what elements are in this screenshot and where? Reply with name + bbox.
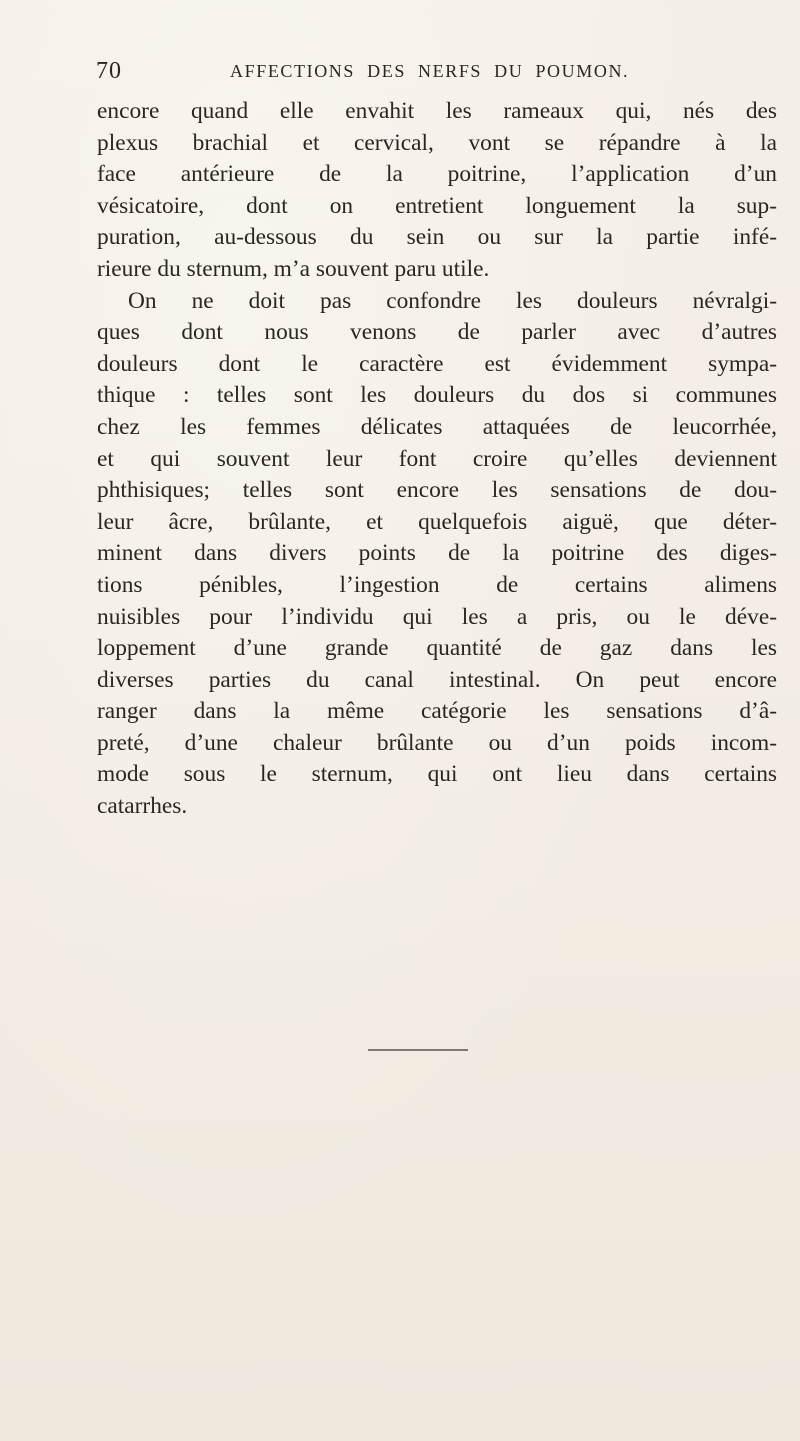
text-line: diverses parties du canal intestinal. On peut encore xyxy=(97,666,777,693)
text-line: tions pénibles, l’ingestion de certains alimens xyxy=(97,571,777,598)
text-line: ranger dans la même catégorie les sensations d’â- xyxy=(97,698,777,725)
text-line: ques dont nous venons de parler avec d’autres xyxy=(97,319,777,346)
text-line: thique : telles sont les douleurs du dos si communes xyxy=(97,382,777,409)
text-line: On ne doit pas confondre les douleurs névralgi- xyxy=(128,287,777,314)
page-header xyxy=(96,58,716,88)
text-line: rieure du sternum, m’a souvent paru utile. xyxy=(97,255,490,282)
text-line: mode sous le sternum, qui ont lieu dans certains xyxy=(97,761,777,788)
running-head: AFFECTIONS DES NERFS DU POUMON. xyxy=(230,61,630,81)
body-text xyxy=(97,96,777,823)
text-line: encore quand elle envahit les rameaux qui, nés des xyxy=(97,98,777,124)
section-divider xyxy=(368,1049,468,1051)
text-line: chez les femmes délicates attaquées de leucorrhée, xyxy=(97,413,777,440)
text-line: et qui souvent leur font croire qu’elles deviennent xyxy=(97,445,777,472)
text-line: preté, d’une chaleur brûlante ou d’un poids incom- xyxy=(97,729,777,756)
text-line: loppement d’une grande quantité de gaz dans les xyxy=(97,635,777,662)
text-line: puration, au-dessous du sein ou sur la partie infé- xyxy=(97,224,777,251)
text-line: nuisibles pour l’individu qui les a pris, ou le déve- xyxy=(97,603,777,630)
text-line: phthisiques; telles sont encore les sensations de dou- xyxy=(97,477,777,504)
text-line: leur âcre, brûlante, et quelquefois aiguë, que déter- xyxy=(97,508,777,535)
text-line: douleurs dont le caractère est évidemment sympa- xyxy=(97,350,777,377)
page-number: 70 xyxy=(96,58,122,84)
text-line: minent dans divers points de la poitrine des diges- xyxy=(97,540,777,567)
text-line: face antérieure de la poitrine, l’application d’un xyxy=(97,161,777,188)
text-line: vésicatoire, dont on entretient longuement la sup- xyxy=(97,192,777,219)
text-line: catarrhes. xyxy=(97,793,188,820)
text-line: plexus brachial et cervical, vont se répandre à la xyxy=(97,129,777,156)
